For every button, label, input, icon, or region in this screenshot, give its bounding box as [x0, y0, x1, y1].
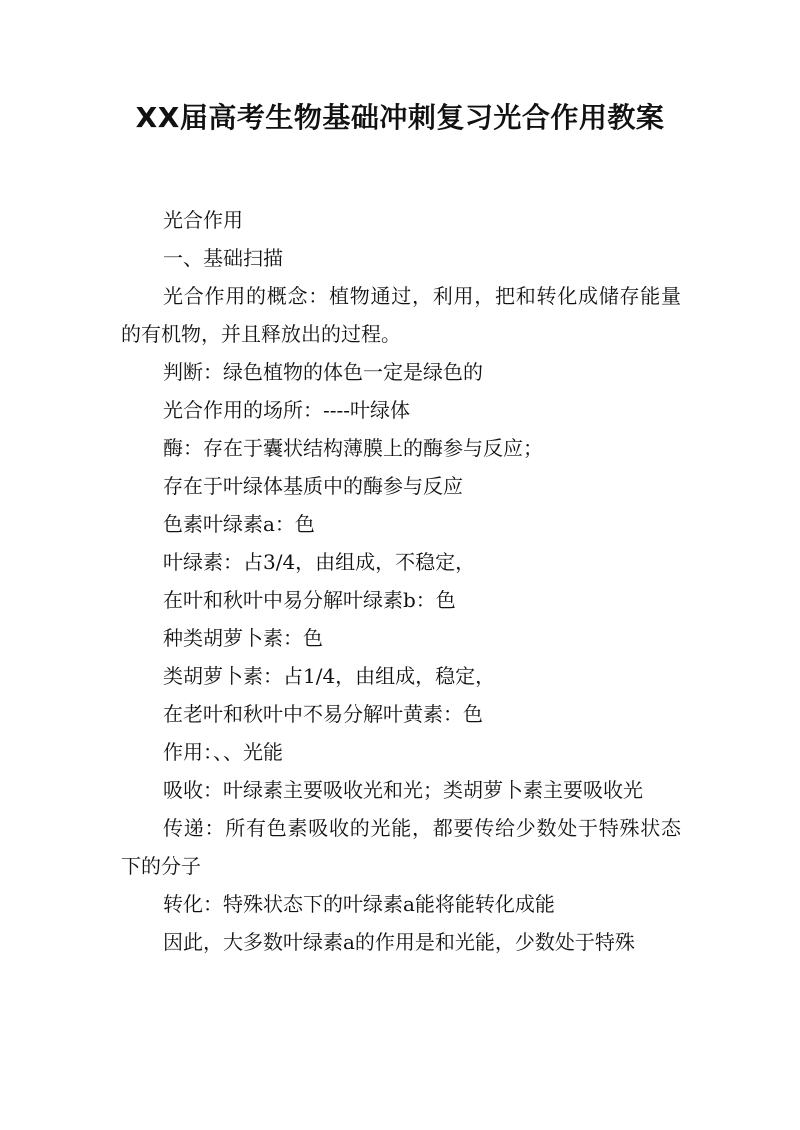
paragraph: 存在于叶绿体基质中的酶参与反应 [163, 474, 463, 498]
paragraph: 类胡萝卜素：占1/4，由组成，稳定， [163, 664, 496, 688]
paragraph: 一、基础扫描 [163, 246, 283, 270]
paragraph: 酶：存在于囊状结构薄膜上的酶参与反应； [163, 436, 543, 460]
paragraph: 传递：所有色素吸收的光能，都要传给少数处于特殊状态下的分子 [121, 816, 681, 878]
paragraph: 判断：绿色植物的体色一定是绿色的 [163, 360, 483, 384]
paragraph: 在叶和秋叶中易分解叶绿素b：色 [163, 588, 456, 612]
paragraph: 在老叶和秋叶中不易分解叶黄素：色 [163, 702, 483, 726]
paragraph: 色素叶绿素a：色 [163, 512, 315, 536]
document-body [121, 201, 681, 961]
paragraph: 光合作用 [163, 208, 243, 232]
paragraph: 叶绿素：占3/4，由组成，不稳定， [163, 550, 476, 574]
paragraph: 种类胡萝卜素：色 [163, 626, 323, 650]
paragraph: 光合作用的场所：----叶绿体 [163, 398, 411, 422]
paragraph: 作用：、、光能 [163, 740, 283, 764]
paragraph: 光合作用的概念：植物通过，利用，把和转化成储存能量的有机物，并且释放出的过程。 [121, 284, 681, 346]
paragraph: 吸收：叶绿素主要吸收光和光；类胡萝卜素主要吸收光 [163, 778, 643, 802]
document-title: XX届高考生物基础冲刺复习光合作用教案 [135, 101, 665, 134]
paragraph: 转化：特殊状态下的叶绿素a能将能转化成能 [163, 892, 555, 916]
paragraph: 因此，大多数叶绿素a的作用是和光能，少数处于特殊 [163, 930, 635, 954]
